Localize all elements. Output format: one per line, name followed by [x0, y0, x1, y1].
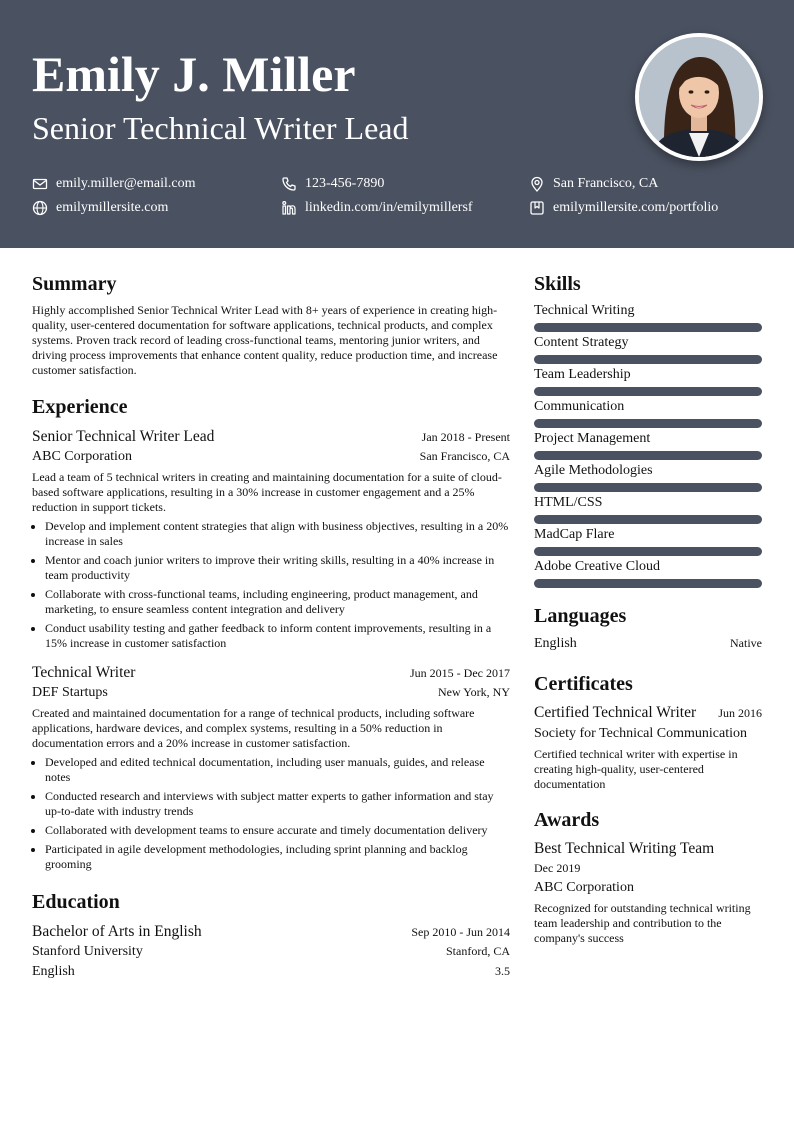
contact-portfolio-text: emilymillersite.com/portfolio — [553, 200, 719, 215]
education-school-row — [32, 943, 510, 961]
job-header — [32, 427, 510, 447]
contact-linkedin-text: linkedin.com/in/emilymillersf — [305, 200, 473, 215]
skill-item — [534, 334, 762, 364]
job-company-row — [32, 448, 510, 466]
skill-level-bar — [534, 419, 762, 428]
phone-icon — [281, 176, 297, 192]
contact-website[interactable] — [32, 199, 168, 217]
list-item: • Participated in agile development methodologies, including sprint planning and backlog grooming — [45, 842, 510, 872]
skill-bar-track — [534, 387, 762, 396]
job-bullets — [32, 519, 510, 651]
language-item — [534, 635, 762, 653]
job-description: Lead a team of 5 technical writers in creating and maintaining documentation for a suite of cloud-based software applications, resulting in a 30% increase in customer engagement and a 25% reduction in support tickets. — [32, 470, 502, 514]
contact-website-text: emilymillersite.com — [56, 200, 169, 215]
award-description: Recognized for outstanding technical writing team leadership and contribution to the company's success — [534, 901, 751, 945]
education-heading: Education — [32, 891, 120, 913]
skill-name: Adobe Creative Cloud — [534, 559, 660, 574]
skill-bar-track — [534, 419, 762, 428]
job-date: Jun 2015 - Dec 2017 — [410, 666, 510, 680]
list-item: • Conduct usability testing and gather feedback to inform content improvements, resulting in a 15% increase in customer satisfaction — [45, 621, 510, 651]
candidate-title: Senior Technical Writer Lead — [32, 110, 409, 146]
certificate-header — [534, 703, 762, 723]
skill-level-bar — [534, 483, 762, 492]
education-school: Stanford University — [32, 944, 143, 959]
skill-item — [534, 366, 762, 396]
mail-icon — [32, 176, 48, 192]
list-item: • Collaborate with cross-functional teams, including engineering, product management, and marketing, to ensure seamless content integration and delivery — [45, 587, 510, 617]
contact-location-text: San Francisco, CA — [553, 176, 659, 191]
job-company-row — [32, 684, 510, 702]
job-company: DEF Startups — [32, 685, 108, 700]
resume-header — [0, 0, 794, 248]
skill-level-bar — [534, 323, 762, 332]
award-item — [534, 839, 762, 946]
list-item: • Develop and implement content strategies that align with business objectives, resulting in a 20% increase in sales — [45, 519, 510, 549]
skill-name: Communication — [534, 399, 625, 414]
contact-location — [529, 175, 658, 193]
award-date: Dec 2019 — [534, 861, 581, 875]
job-title: Technical Writer — [32, 664, 136, 681]
portfolio-icon — [529, 200, 545, 216]
education-date: Sep 2010 - Jun 2014 — [411, 925, 510, 939]
contact-linkedin[interactable] — [281, 199, 473, 217]
job-bullets — [32, 755, 510, 872]
job-title: Senior Technical Writer Lead — [32, 428, 215, 445]
skill-bar-track — [534, 483, 762, 492]
skill-name: HTML/CSS — [534, 495, 603, 510]
summary-text: Highly accomplished Senior Technical Writer Lead with 8+ years of experience in creating high-quality, user-centered documentation for software applications, technical products, and complex systems. Proven track record of leading cross-functional teams, mentoring junior writers, and driving process improvements that enhance content quality, reduce production time, and increase customer satisfaction. — [32, 303, 498, 377]
skill-item — [534, 526, 762, 556]
skill-bar-track — [534, 515, 762, 524]
skill-item — [534, 302, 762, 332]
education-location: Stanford, CA — [446, 944, 510, 958]
location-icon — [529, 176, 545, 192]
job-header — [32, 663, 510, 683]
skill-level-bar — [534, 515, 762, 524]
summary-heading: Summary — [32, 273, 117, 295]
experience-heading: Experience — [32, 396, 128, 418]
job-location: New York, NY — [437, 685, 510, 699]
contact-email-text: emily.miller@email.com — [56, 176, 196, 191]
skill-item — [534, 430, 762, 460]
profile-photo — [635, 33, 763, 161]
certificate-name: Certified Technical Writer — [534, 704, 697, 721]
contact-email[interactable] — [32, 175, 196, 193]
globe-icon — [32, 200, 48, 216]
job-date: Jan 2018 - Present — [421, 430, 510, 444]
skill-name: Technical Writing — [534, 303, 635, 318]
skill-name: Content Strategy — [534, 335, 629, 350]
skill-level-bar — [534, 547, 762, 556]
list-item: • Conducted research and interviews with subject matter experts to gather information and stay up-to-date with industry trends — [45, 789, 510, 819]
education-degree: Bachelor of Arts in English — [32, 923, 202, 940]
list-item: • Collaborated with development teams to ensure accurate and timely documentation delivery — [45, 823, 510, 838]
skills-list — [534, 302, 762, 588]
portrait-image — [639, 37, 759, 157]
skill-level-bar — [534, 451, 762, 460]
candidate-name: Emily J. Miller — [32, 46, 356, 102]
skill-bar-track — [534, 451, 762, 460]
language-name: English — [534, 636, 577, 651]
skill-name: Agile Methodologies — [534, 463, 653, 478]
skill-item — [534, 558, 762, 588]
skill-bar-track — [534, 579, 762, 588]
education-header — [32, 922, 510, 942]
experience-item — [32, 427, 510, 651]
job-description: Created and maintained documentation for a range of technical products, including software applications, hardware devices, and complex systems, resulting in a 50% reduction in documentation errors and a 20% increase in customer satisfaction. — [32, 706, 475, 750]
skill-level-bar — [534, 355, 762, 364]
skills-heading: Skills — [534, 273, 581, 295]
skill-item — [534, 494, 762, 524]
skill-bar-track — [534, 547, 762, 556]
language-level: Native — [730, 636, 762, 650]
skill-level-bar — [534, 387, 762, 396]
linkedin-icon — [281, 200, 297, 216]
certificate-issuer: Society for Technical Communication — [534, 726, 747, 741]
education-field: English — [32, 964, 75, 979]
languages-heading: Languages — [534, 605, 627, 627]
awards-heading: Awards — [534, 809, 600, 831]
skill-bar-track — [534, 323, 762, 332]
list-item: • Developed and edited technical documentation, including user manuals, guides, and release notes — [45, 755, 510, 785]
contact-phone[interactable] — [281, 175, 384, 193]
experience-item — [32, 663, 510, 872]
skill-bar-track — [534, 355, 762, 364]
certificate-item — [534, 703, 762, 792]
job-location: San Francisco, CA — [419, 449, 510, 463]
award-issuer: ABC Corporation — [534, 880, 634, 895]
certificate-date: Jun 2016 — [718, 706, 762, 720]
education-item — [32, 922, 510, 981]
skill-name: Team Leadership — [534, 367, 631, 382]
skill-name: MadCap Flare — [534, 527, 615, 542]
skill-name: Project Management — [534, 431, 651, 446]
skill-level-bar — [534, 579, 762, 588]
sidebar-column — [534, 272, 762, 946]
award-name: Best Technical Writing Team — [534, 840, 715, 857]
list-item: • Mentor and coach junior writers to improve their writing skills, resulting in a 40% increase in team productivity — [45, 553, 510, 583]
certificates-heading: Certificates — [534, 673, 633, 695]
contact-portfolio[interactable] — [529, 199, 718, 217]
main-column — [32, 272, 510, 981]
skill-item — [534, 462, 762, 492]
contact-phone-text: 123-456-7890 — [305, 176, 385, 191]
education-field-row — [32, 963, 510, 981]
education-gpa: 3.5 — [495, 964, 510, 978]
certificate-description: Certified technical writer with expertise in creating high-quality, user-centered documentation — [534, 747, 738, 791]
skill-item — [534, 398, 762, 428]
job-company: ABC Corporation — [32, 449, 132, 464]
